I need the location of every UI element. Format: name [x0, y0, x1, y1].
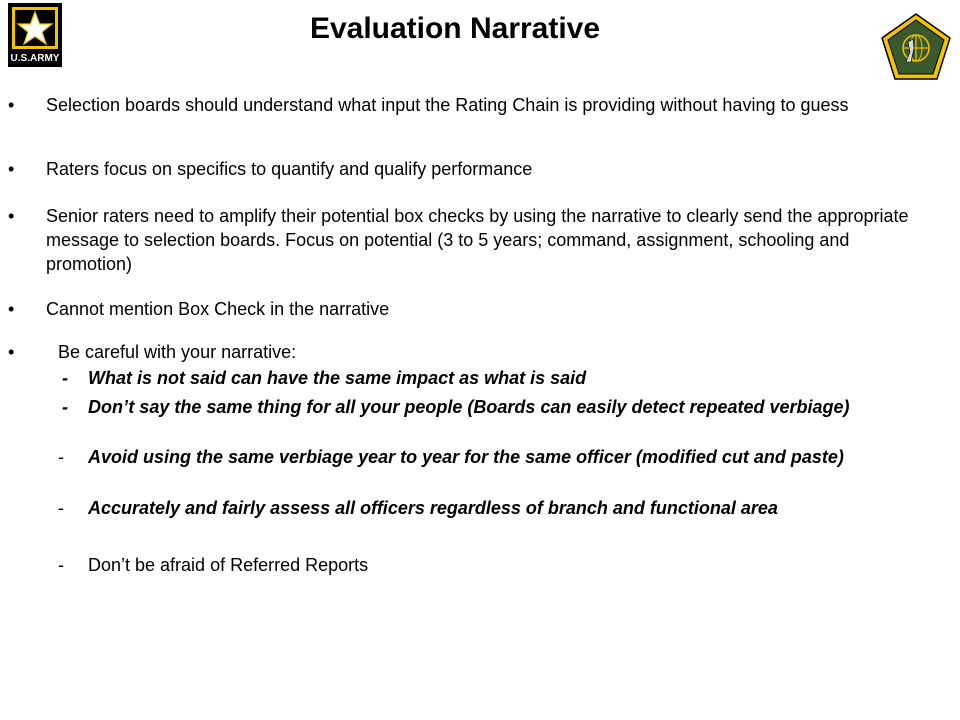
sub-item-dash: - [58, 555, 64, 575]
bullet-dot: • [8, 342, 15, 362]
sub-item-dash: - [62, 397, 68, 417]
sub-item-dash: - [62, 368, 68, 388]
sub-item-text: Don’t be afraid of Referred Reports [88, 555, 369, 575]
sub-item-dash: - [58, 447, 64, 467]
sub-item-dash: - [58, 498, 64, 518]
army-hr-shield-icon [880, 12, 952, 82]
bullet-dot: • [8, 299, 15, 319]
bullet-text: Senior raters need to amplify their potential box checks by using the narrative to clearly send the appropriate message to selection boards. Focus on potential (3 to 5 years; command, assignment, schooling and promotion) [46, 206, 909, 274]
page-title: Evaluation Narrative [309, 12, 601, 45]
sub-item-text: What is not said can have the same impact as what is said [88, 368, 587, 388]
sub-item-text: Avoid using the same verbiage year to year for the same officer (modified cut and paste) [88, 447, 844, 467]
us-army-logo-text: U.S.ARMY [10, 53, 60, 64]
bullet-dot: • [8, 206, 15, 226]
sub-item-text: Don’t say the same thing for all your people (Boards can easily detect repeated verbiage) [88, 397, 850, 417]
bullet-text: Raters focus on specifics to quantify and qualify performance [46, 159, 533, 179]
bullet-text: Be careful with your narrative: [58, 342, 297, 362]
bullet-text: Cannot mention Box Check in the narrative [46, 299, 390, 319]
bullet-dot: • [8, 95, 15, 115]
bullet-text: Selection boards should understand what input the Rating Chain is providing without having to guess [46, 95, 849, 115]
bullet-dot: • [8, 159, 15, 179]
sub-item-text: Accurately and fairly assess all officers regardless of branch and functional area [88, 498, 778, 518]
